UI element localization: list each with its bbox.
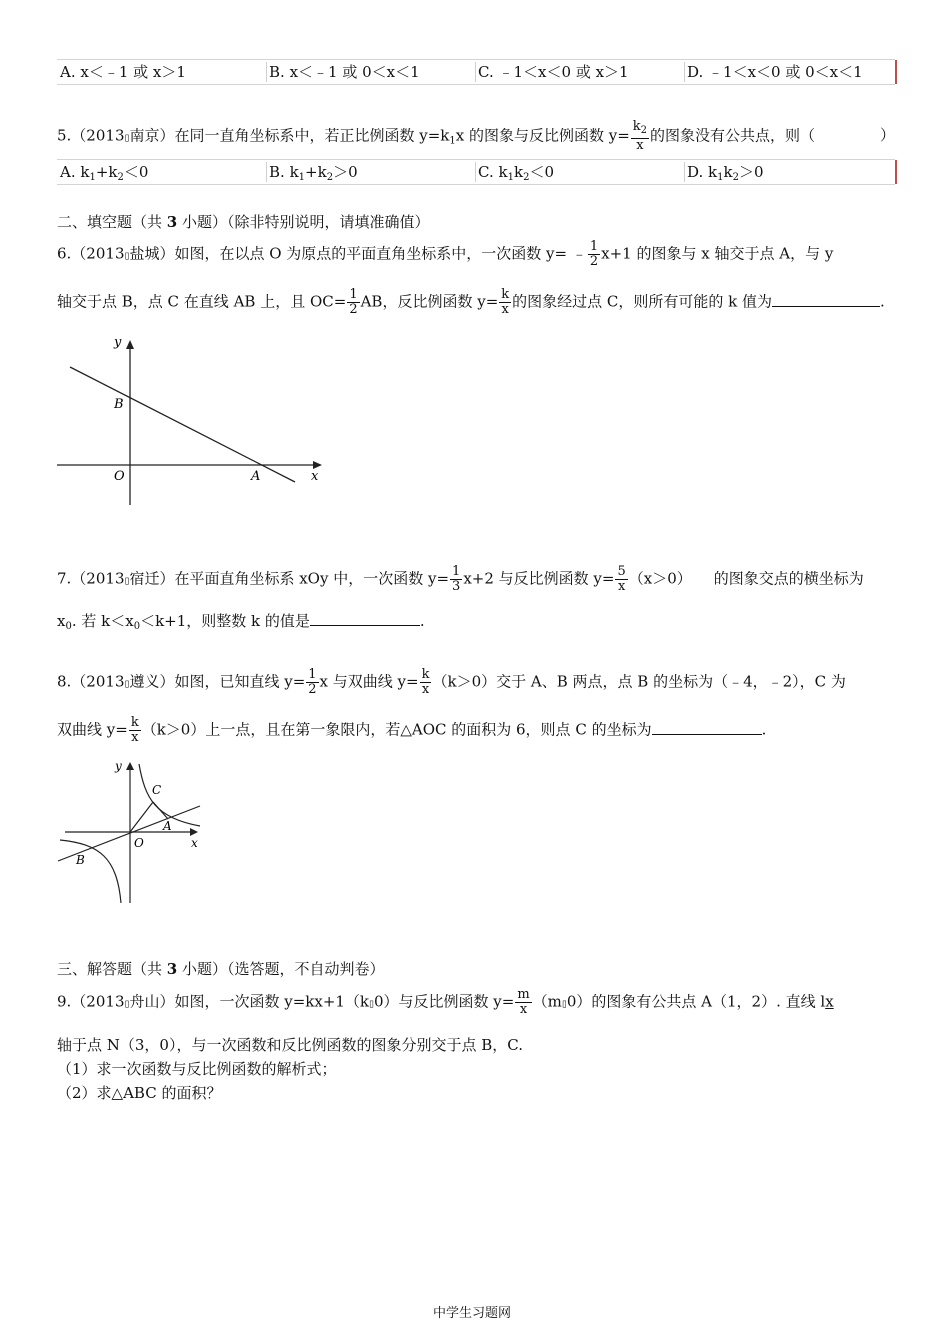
page-footer: 中学生习题网 — [433, 1306, 512, 1321]
q4-option-b: B. x＜﹣1 或 0＜x＜1 — [269, 63, 420, 81]
q4-option-d: D. ﹣1＜x＜0 或 0＜x＜1 — [687, 63, 863, 81]
q5-options-row — [57, 159, 895, 185]
fig1-label-x: x — [311, 469, 319, 484]
q5-paren-close: ） — [880, 126, 896, 144]
fig2-label-x: x — [191, 836, 198, 850]
q6-line2: 轴交于点 B，点 C 在直线 AB 上，且 OC= $\frac{1}{2}$ AB，反比例函数 y= $\frac{k}{x}$ 的图象经过点 C，则所有可能的 k 值为 . — [57, 287, 885, 317]
fig2-label-y: y — [115, 759, 122, 773]
fig2-label-b: B — [76, 853, 85, 867]
fig1-label-o: O — [114, 469, 125, 484]
q9-line2: 轴于点 N（3，0），与一次函数和反比例函数的图象分别交于点 B，C. — [57, 1036, 523, 1054]
fig1-label-y: y — [114, 335, 122, 350]
q6-line1: 6.（2013▯盐城）如图，在以点 O 为原点的平面直角坐标系中，一次函数 y= ﹣ $\frac{1}{2}$ x+1 的图象与 x 轴交于点 A，与 y — [57, 239, 834, 269]
q5-option-a: A. $k_1+k_2<0$ — [60, 163, 149, 183]
q8-line1: 8.（2013▯遵义）如图，已知直线 y= $\frac{1}{2}$ x 与双曲线 y= $\frac{k}{x}$ （k＞0）交于 A、B 两点，点 B 的坐标为（﹣4，﹣2），C 为 — [57, 667, 846, 697]
fig2-label-o: O — [134, 836, 144, 850]
q8-line2: 双曲线 y= $\frac{k}{x}$ （k＞0）上一点，且在第一象限内，若△AOC 的面积为 6，则点 C 的坐标为 . — [57, 715, 767, 745]
q6-answer-blank[interactable] — [772, 292, 880, 307]
q5-option-d: D. $k_1k_2>0$ — [687, 163, 764, 183]
figure-q6-graph — [52, 330, 332, 510]
q7-line1: 7.（2013▯宿迁）在平面直角坐标系 xOy 中，一次函数 y= $\frac{1}{3}$ x+2 与反比例函数 y= $\frac{5}{x}$ （x＞0） 的图象交点的横坐标为 — [57, 564, 864, 594]
section2-heading: 二、填空题（共 3 小题）（除非特别说明，请填准确值） — [57, 213, 430, 231]
q4-option-a: A. x＜﹣1 或 x＞1 — [60, 63, 186, 81]
fig1-label-a: A — [251, 469, 261, 484]
q9-part1: （1）求一次函数与反比例函数的解析式； — [57, 1060, 337, 1078]
q5-option-b: B. $k_1+k_2>0$ — [269, 163, 358, 183]
fig2-label-a: A — [163, 819, 172, 833]
q5-stem: 5.（2013▯南京）在同一直角坐标系中，若正比例函数 $y=k_1x$ 的图象与反比例函数 y= $\frac{k_2}{x}$ 的图象没有公共点，则（ — [57, 119, 816, 153]
q9-line1: 9.（2013▯舟山）如图，一次函数 y=kx+1（k▯0）与反比例函数 y= $\frac{m}{x}$ （m▯0）的图象有公共点 A（1，2）. 直线 lx — [57, 987, 834, 1017]
fig2-label-c: C — [152, 783, 162, 797]
q7-line2: $x_0$. 若 $k<x_0<k+1$，则整数 k 的值是 . — [57, 612, 425, 632]
q8-answer-blank[interactable] — [652, 720, 762, 735]
q4-options-row — [57, 59, 895, 85]
section3-heading: 三、解答题（共 3 小题）（选答题，不自动判卷） — [57, 960, 385, 978]
q4-option-c: C. ﹣1＜x＜0 或 x＞1 — [478, 63, 629, 81]
fig1-label-b: B — [114, 397, 124, 412]
q9-part2: （2）求△ABC 的面积？ — [57, 1084, 222, 1102]
figure-q8-graph — [55, 758, 215, 908]
q7-answer-blank[interactable] — [310, 611, 420, 626]
q5-option-c: C. $k_1k_2<0$ — [478, 163, 554, 183]
